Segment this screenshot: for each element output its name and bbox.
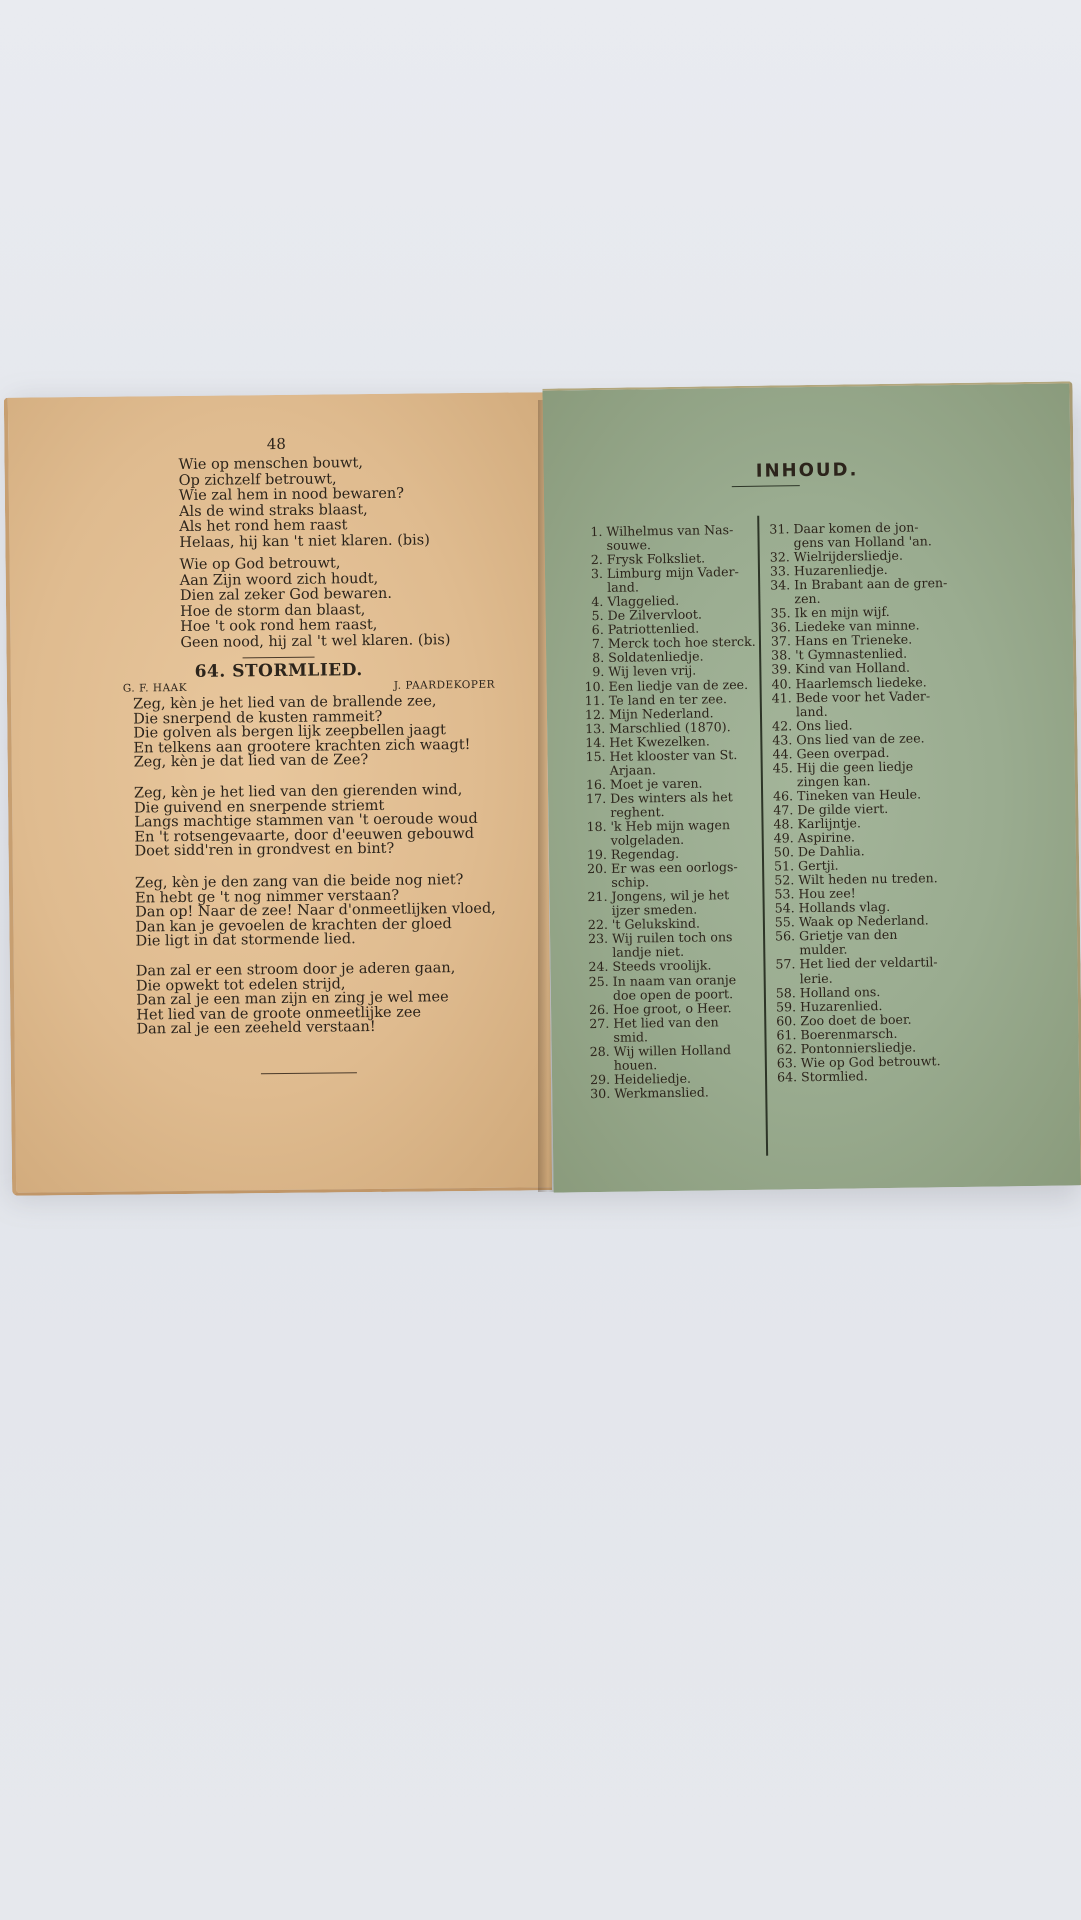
toc-entry-line: Aspirine. (797, 829, 856, 846)
toc-entry-title (611, 888, 729, 918)
toc-entry-line: Frysk Folksliet. (606, 550, 706, 567)
verse-line: Hoe de storm dan blaast, (179, 601, 366, 620)
toc-entry-number: 12. (584, 706, 606, 722)
toc-entry-line: Haarlemsch liedeke. (795, 673, 927, 691)
toc-entry-number: 33. (769, 563, 791, 579)
toc-entry-line: reghent. (610, 804, 665, 820)
toc-entry-number: 28. (589, 1043, 610, 1059)
toc-entry-number: 48. (773, 816, 794, 832)
toc-entry-line: Liedeke van minne. (794, 617, 920, 635)
toc-entry (772, 955, 967, 986)
toc-entry-number: 43. (772, 731, 793, 748)
stanza-line: En telkens aan grootere krachten zich waagt! (133, 736, 471, 757)
stanza-line: Zeg, kèn je het lied van de brallende zee, (132, 693, 437, 713)
toc-entry-number: 39. (771, 661, 792, 678)
toc-entry-title (613, 973, 737, 1003)
toc-entry-title (610, 790, 733, 820)
toc-entry-title (801, 1054, 941, 1070)
toc-entry-number: 56. (774, 928, 796, 944)
toc-entry-number: 37. (770, 633, 792, 649)
toc-entry-line: Werkmanslied. (614, 1084, 709, 1101)
stanza-line: Dan kan je gevoelen de krachten der gloed (135, 915, 452, 936)
toc-entry-line: De gilde viert. (797, 800, 889, 818)
toc-entry-number: 32. (769, 549, 790, 565)
toc-entry-number: 44. (772, 746, 793, 762)
stanza-line: Die ligt in dat stormende lied. (135, 931, 356, 950)
toc-entry-number: 21. (587, 889, 608, 905)
toc-entry-title (611, 860, 738, 890)
toc-entry-line: De Dahlia. (797, 843, 865, 860)
toc-entry-title (798, 871, 938, 887)
toc-entry-line: Huzarenlied. (799, 997, 883, 1014)
toc-entry-line: Patriottenlied. (607, 620, 700, 638)
stanza-line: Het lied van de groote onmeetlijke zee (136, 1004, 422, 1024)
toc-entry-title (793, 520, 932, 550)
toc-entry (583, 818, 733, 848)
toc-entry-number: 26. (588, 1001, 610, 1017)
toc-entry-number: 41. (771, 689, 792, 706)
toc-entry-line: Arjaan. (609, 761, 657, 778)
toc-entry-number: 64. (776, 1069, 798, 1085)
toc-entry-number: 45. (772, 760, 793, 776)
toc-entry-number: 46. (772, 788, 794, 804)
toc-entry-line: Geen overpad. (796, 744, 890, 761)
lyricist-credit: J. PAARDEKOPER (393, 678, 496, 692)
toc-entry-number: 38. (771, 647, 792, 663)
stanza-line: Die golven als bergen lijk zeepbellen jaagt (133, 722, 447, 742)
toc-entry-line: Hollands vlag. (798, 899, 891, 916)
toc-entry-line: 't Gymnastenlied. (795, 646, 908, 663)
toc-entry-line: Ons lied van de zee. (796, 730, 925, 747)
toc-entry-number: 52. (774, 872, 795, 888)
toc-entry-line: Jongens, wil je het (611, 887, 730, 905)
toc-entry-line: volgeladen. (610, 831, 685, 848)
verse-line: Dien zal zeker God bewaren. (179, 585, 393, 605)
verse-line: Wie zal hem in nood bewaren? (178, 485, 405, 505)
verse-2 (180, 555, 451, 651)
toc-entry-title (797, 759, 914, 789)
toc-entry-line: Bede voor het Vader- (795, 687, 931, 705)
toc-entry-number: 23. (587, 931, 609, 947)
toc-entry-line: Hij die geen liedje (796, 758, 914, 776)
stanza-line: Dan zal je een zeeheld verstaan! (136, 1019, 376, 1038)
toc-entry-line: Wie op God betrouwt. (800, 1053, 941, 1070)
toc-entry-title (613, 1015, 719, 1045)
verse-line: Hoe 't ook rond hem raast, (180, 616, 378, 636)
toc-entry-line: Marschlied (1870). (609, 718, 731, 736)
verse-line: Als de wind straks blaast, (178, 501, 368, 520)
toc-entry-number: 58. (775, 984, 796, 1001)
stanza-1 (133, 694, 471, 770)
toc-entry-number: 18. (586, 818, 607, 835)
toc-entry (587, 1043, 737, 1073)
heading-rule (732, 485, 800, 487)
toc-entry (579, 522, 734, 553)
toc-entry-line: Hou zee! (798, 885, 856, 902)
toc-entry-line: Karlijntje. (797, 815, 862, 832)
toc-entry-number: 60. (776, 1012, 797, 1029)
toc-entry-number: 8. (592, 650, 605, 666)
toc-entry-number: 3. (590, 566, 604, 582)
verse-line: Aan Zijn woord zich houdt, (179, 570, 379, 589)
toc-entry-number: 10. (584, 678, 605, 694)
toc-entry-number: 30. (590, 1085, 611, 1102)
toc-entry (770, 759, 965, 790)
toc-entry-number: 20. (586, 861, 608, 877)
toc-entry-line: Limburg mijn Vader- (606, 564, 739, 581)
toc-entry-line: Gertji. (797, 857, 839, 874)
toc-entry-line: 'k Heb mijn wagen (610, 817, 731, 834)
toc-entry-number: 51. (773, 858, 795, 874)
toc-entry-number: 9. (592, 664, 605, 680)
toc-entry-line: Regendag. (610, 845, 680, 862)
toc-entry-number: 11. (584, 692, 605, 708)
toc-left-column (579, 522, 756, 1102)
toc-entry-number: 63. (776, 1055, 797, 1071)
toc-entry-title (801, 1069, 868, 1084)
toc-entry-title (799, 928, 898, 957)
toc-entry-number: 34. (770, 577, 791, 593)
toc-entry-line: zen. (794, 591, 821, 607)
toc-entry-line: Wilt heden nu treden. (798, 870, 938, 888)
toc-entry (582, 746, 738, 778)
toc-entry-line: houen. (613, 1056, 658, 1073)
toc-entry (774, 1068, 969, 1085)
toc-entry (772, 927, 967, 958)
toc-entry-number: 19. (586, 846, 608, 863)
verse-line: Helaas, hij kan 't niet klaren. (bis) (179, 531, 430, 551)
toc-entry-line: smid. (613, 1029, 649, 1045)
toc-entry-line: Het Kwezelken. (609, 733, 710, 750)
stanza-line: En 't rotsengevaarte, door d'eeuwen gebouwd (134, 825, 475, 846)
stanza-line: Langs machtige stammen van 't oeroude woud (134, 811, 478, 831)
toc-entry (584, 859, 738, 890)
toc-entry (584, 888, 734, 918)
toc-entry-number: 4. (591, 594, 604, 610)
toc-entry-line: Ik en mijn wijf. (794, 604, 890, 621)
toc-entry-line: Des winters als het (610, 789, 733, 806)
toc-entry-line: Hoe groot, o Heer. (612, 999, 732, 1017)
stanza-line: En hebt ge 't nog nimmer verstaan? (134, 887, 400, 907)
toc-entry (583, 790, 733, 820)
toc-entry-number: 14. (585, 734, 606, 750)
toc-entry-number: 13. (585, 720, 606, 736)
toc-entry-title (614, 1085, 709, 1100)
toc-entry-number: 7. (591, 636, 605, 652)
toc-entry-line: doe open de poort. (612, 985, 734, 1003)
verse-1 (178, 455, 429, 551)
toc-entry (767, 576, 962, 607)
toc-entry-line: 't Gelukskind. (611, 915, 701, 933)
stanza-line: Dan zal je een man zijn en zing je wel mee (136, 989, 449, 1009)
toc-entry-line: souwe. (606, 537, 652, 553)
toc-entry-line: In Brabant aan de gren- (794, 575, 948, 593)
toc-entry-line: Steeds vroolijk. (612, 957, 712, 975)
stanza-line: Die guivend en snerpende striemt (134, 797, 385, 817)
toc-entry (769, 688, 964, 719)
toc-entry-line: Holland ons. (799, 983, 881, 1000)
toc-entry-number: 16. (585, 776, 607, 793)
toc-entry-number: 42. (772, 717, 793, 734)
toc-entry-number: 47. (773, 802, 794, 818)
toc-entry (587, 1085, 737, 1101)
toc-entry-number: 49. (773, 830, 794, 846)
toc-entry-number: 2. (590, 552, 603, 568)
toc-entry-number: 31. (769, 521, 790, 537)
toc-entry-line: Zoo doet de boer. (800, 1011, 912, 1028)
toc-entry-line: Daar komen de jon- (793, 519, 919, 537)
toc-entry-line: Een liedje van de zee. (608, 676, 749, 694)
toc-entry-title (610, 818, 730, 848)
toc-entry-line: Waak op Nederland. (798, 912, 929, 930)
toc-entry-line: Wij leven vrij. (608, 663, 697, 680)
verse-line: Geen nood, hij zal 't wel klaren. (bis) (180, 631, 451, 651)
toc-entry-line: Mijn Nederland. (608, 704, 714, 722)
toc-entry-title (794, 576, 948, 606)
toc-entry-number: 22. (587, 917, 609, 933)
toc-entry-title (796, 689, 931, 719)
toc-entry-number: 6. (591, 622, 604, 638)
toc-entry-line: Er was een oorlogs- (611, 859, 738, 876)
toc-entry-line: landje niet. (612, 944, 685, 961)
composer-credit: G. F. HAAK (122, 681, 188, 695)
toc-entry (585, 930, 735, 960)
toc-entry-line: Wilhelmus van Nas- (606, 522, 734, 539)
toc-entry-number: 5. (591, 608, 604, 624)
toc-entry-line: Moet je varen. (609, 775, 703, 792)
stanza-line: Dan op! Naar de zee! Naar d'onmeetlijken vloed, (135, 900, 496, 921)
toc-entry (586, 973, 736, 1003)
toc-entry-number: 27. (589, 1015, 610, 1031)
toc-entry-line: Te land en ter zee. (608, 690, 728, 708)
toc-entry-number: 36. (770, 619, 791, 635)
toc-entry (771, 871, 966, 888)
toc-entry-number: 15. (585, 748, 606, 764)
toc-entry-line: Pontonniersliedje. (800, 1039, 917, 1056)
toc-entry-title (606, 523, 733, 553)
toc-entry (586, 1015, 736, 1045)
stanza-line: Doet sidd'ren in grondvest en bint? (134, 841, 395, 860)
toc-entry-number: 59. (775, 998, 797, 1015)
toc-entry-line: Heideliedje. (613, 1070, 692, 1087)
toc-entry-number: 61. (776, 1026, 797, 1043)
toc-entry (774, 1054, 969, 1071)
stanza-line: Die snerpend de kusten rammeit? (133, 708, 383, 728)
toc-entry-line: lerie. (799, 970, 833, 986)
toc-entry-line: Het lied der veldartil- (799, 954, 938, 972)
toc-right-column (766, 520, 969, 1085)
stanza-3 (135, 873, 496, 950)
song-title: 64. STORMLIED. (194, 660, 363, 682)
toc-entry-number: 53. (774, 886, 795, 902)
stanza-4 (136, 961, 456, 1037)
toc-entry-line: Hans en Trieneke. (794, 631, 913, 649)
toc-entry-line: Kind van Holland. (795, 660, 911, 677)
stanza-2 (134, 783, 478, 860)
toc-entry-line: Boerenmarsch. (800, 1025, 898, 1042)
toc-entry-title (607, 565, 739, 595)
toc-entry-line: Soldatenliedje. (608, 648, 704, 666)
stanza-line: Zeg, kèn je het lied van den gierenden wind, (133, 782, 463, 802)
toc-entry-number: 50. (773, 844, 795, 860)
toc-entry-line: Wij ruilen toch ons (611, 929, 733, 947)
toc-entry-number: 17. (586, 790, 607, 807)
toc-entry-line: ijzer smeden. (611, 901, 698, 919)
toc-heading: INHOUD. (755, 459, 859, 482)
toc-entry-line: Ons lied. (796, 717, 853, 733)
toc-entry-number: 24. (588, 959, 609, 975)
left-page (4, 392, 552, 1196)
verse-line: Als het rond hem raast (179, 517, 348, 536)
toc-entry-number: 1. (590, 523, 603, 540)
toc-entry-line: Tineken van Heule. (797, 786, 922, 804)
toc-entry (580, 564, 739, 596)
column-divider (757, 516, 767, 1156)
toc-entry-line: De Zilvervloot. (607, 606, 703, 624)
stanza-line: Die opwekt tot edelen strijd, (135, 975, 346, 995)
toc-entry-line: land. (607, 579, 640, 596)
right-page (542, 381, 1081, 1192)
toc-entry-line: Vlaggelied. (607, 593, 680, 610)
toc-entry-line: Stormlied. (800, 1068, 868, 1085)
stanza-line: Dan zal er een stroom door je aderen gaan, (135, 960, 456, 980)
toc-entry-title (612, 930, 733, 960)
stanza-line: Zeg, kèn je dat lied van de Zee? (133, 752, 369, 771)
toc-entry-line: Merck toch hoe sterck. (607, 634, 756, 652)
toc-entry-number: 29. (589, 1071, 611, 1087)
stanza-line: Zeg, kèn je den zang van die beide nog niet? (134, 872, 464, 892)
divider-rule (243, 657, 315, 659)
toc-entry-number: 35. (770, 605, 791, 621)
verse-line: Wie op menschen bouwt, (178, 455, 364, 474)
toc-entry-line: Grietje van den (798, 927, 898, 944)
page-number: 48 (266, 434, 286, 454)
toc-entry (766, 520, 961, 551)
toc-entry-line: Wielrijdersliedje. (793, 547, 904, 565)
toc-entry-line: Wij willen Holland (613, 1041, 732, 1059)
toc-entry-number: 55. (774, 914, 795, 930)
verse-line: Wie op God betrouwt, (179, 555, 341, 574)
toc-entry-title (609, 748, 737, 778)
toc-entry-line: schip. (611, 874, 650, 890)
toc-entry-line: mulder. (799, 941, 848, 958)
toc-entry-title (799, 956, 938, 986)
toc-entry-line: zingen kan. (796, 773, 871, 790)
toc-entry-line: land. (795, 703, 828, 719)
toc-entry-line: gens van Holland 'an. (793, 533, 932, 551)
toc-entry-line: Huzarenliedje. (793, 562, 888, 579)
toc-entry-number: 40. (771, 675, 792, 692)
toc-entry-line: In naam van oranje (612, 971, 737, 989)
end-rule (261, 1072, 357, 1074)
toc-entry-number: 62. (776, 1040, 797, 1057)
verse-line: Op zichzelf betrouwt, (178, 470, 337, 489)
toc-entry-number: 25. (588, 973, 609, 989)
toc-entry-number: 57. (775, 956, 796, 972)
toc-entry-number: 54. (774, 900, 795, 916)
toc-entry-line: Het lied van den (613, 1013, 719, 1031)
toc-entry-line: Het klooster van St. (609, 746, 738, 764)
toc-entry-title (614, 1043, 732, 1073)
